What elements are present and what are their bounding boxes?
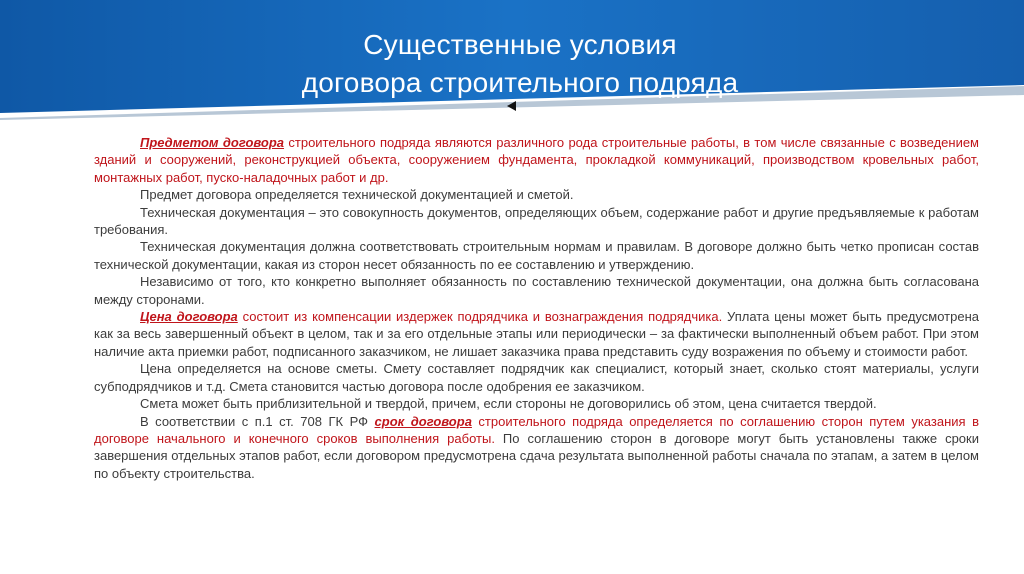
- page-title: [220, 26, 820, 102]
- paragraph-estimate-type: Смета может быть приблизительной и твердой, причем, если стороны не договорились об этом, цена считается твердой.: [140, 396, 877, 412]
- paragraph-term: [94, 413, 979, 483]
- document-body: [94, 134, 979, 482]
- subject-text: строительного подряда являются различного рода строительные работы, в том числе связанные с возведением зданий и сооружений, реконструкцией объекта, сооружением фундамента, прокладкой коммуникаций, производством кровельных работ, монтажных работ, пуско-наладочных работ и др.: [94, 135, 979, 185]
- paragraph-tech-doc-requirements: Техническая документация должна соответствовать строительным нормам и правилам. В договоре должно быть четко прописан состав технической документации, какая из сторон несет обязанность по ее составлению и утверждению.: [94, 239, 979, 272]
- term-subject: Предметом договора: [140, 135, 285, 150]
- title-line-2: договора строительного подряда: [301, 67, 739, 98]
- term-price: Цена договора: [140, 309, 238, 325]
- price-payment-text: Уплата цены может быть предусмотрена как за весь завершенный объект в целом, так и за его отдельные этапы или периодически – за фактически выполненный объем работ. При этом наличие акта приемки работ, подписанного заказчиком, не лишает заказчика права представить суду возражения по объему и стоимости работ.: [94, 309, 979, 359]
- term-reference: В соответствии с п.1 ст. 708 ГК РФ: [140, 413, 375, 429]
- paragraph-price: [94, 308, 979, 360]
- price-definition: состоит из компенсации издержек подрядчика и вознаграждения подрядчика.: [237, 309, 723, 325]
- deadline-definition: строительного подряда определяется по соглашению сторон путем указания в договоре начального и конечного сроков выполнения работы.: [94, 413, 979, 446]
- term-deadline: срок договора: [374, 413, 472, 429]
- paragraph-tech-doc-definition: Техническая документация – это совокупность документов, определяющих объем, содержание работ и другие предъявляемые к работам требования.: [94, 204, 979, 238]
- cursor-arrow-icon: [507, 101, 516, 111]
- paragraph-tech-doc-approval: Независимо от того, кто конкретно выполняет обязанность по составлению технической документации, она должна быть согласована между сторонами.: [94, 274, 979, 307]
- paragraph-subject: [94, 134, 979, 186]
- title-line-1: Существенные условия: [363, 29, 677, 60]
- paragraph-estimate: Цена определяется на основе сметы. Смету составляет подрядчик как специалист, который знает, сколько стоят материалы, услуги субподрядчиков и т.д. Смета становится частью договора после одобрения ее заказчиком.: [94, 361, 979, 394]
- paragraph-subject-definition: Предмет договора определяется технической документацией и сметой.: [140, 187, 574, 203]
- deadline-stages-text: По соглашению сторон в договоре могут быть установлены также сроки завершения отдельных этапов работ, если договором предусмотрена сдача результата выполненной работы сначала по этапам, а затем в целом по объекту строительства.: [94, 430, 979, 481]
